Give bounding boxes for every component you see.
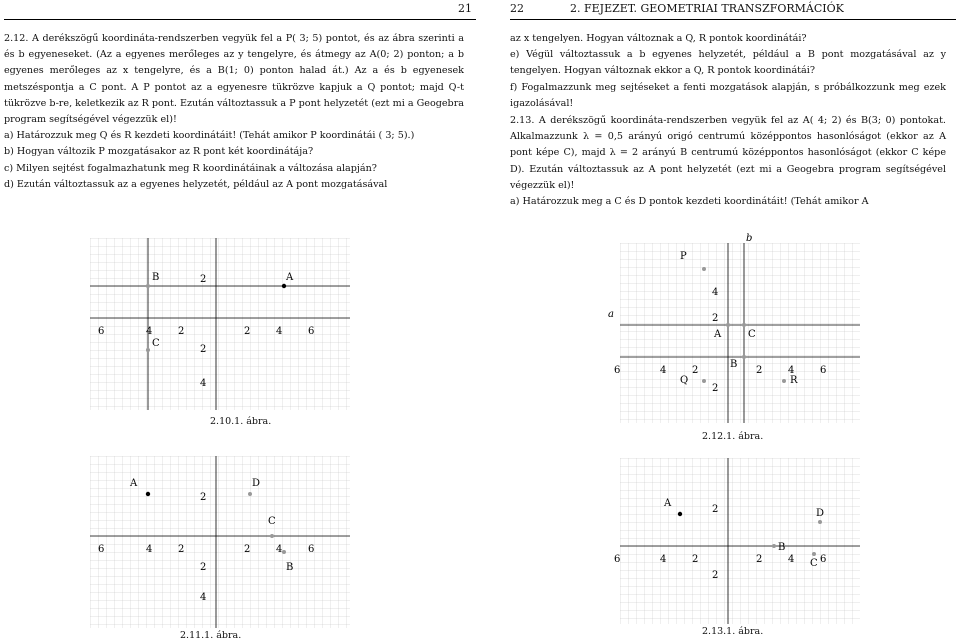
y-tick: 2 — [200, 344, 207, 355]
y-tick: 2 — [200, 492, 207, 503]
x-tick: 2 — [692, 365, 699, 376]
right-page — [480, 0, 960, 639]
point-a — [146, 492, 150, 496]
figure-2-10-1 — [90, 238, 350, 410]
point-c — [812, 552, 816, 556]
problem-2-12-part-a: a) Határozzuk meg Q és R kezdeti koordinátáit! (Tehát amikor P koordinátái ( 3; 5).) — [4, 130, 415, 142]
problem-2-13-part-a: a) Határozzuk meg a C és D pontok kezdeti koordinátáit! (Tehát amikor A — [510, 196, 869, 208]
point-d — [248, 492, 252, 496]
grid — [620, 458, 860, 624]
problem-2-12-part-c: c) Milyen sejtést fogalmazhatunk meg R koordinátáinak a változása alapján? — [4, 162, 377, 174]
point-a — [678, 512, 682, 516]
x-tick: 2 — [756, 554, 763, 565]
grid — [90, 456, 350, 628]
point-label-b: B — [152, 272, 160, 283]
point-label-a: A — [714, 329, 722, 340]
point-a — [726, 323, 730, 327]
y-tick: 2 — [200, 274, 207, 285]
point-label-c: C — [748, 329, 756, 340]
header-rule — [510, 19, 956, 20]
point-b — [282, 550, 286, 554]
point-label-c: C — [152, 338, 160, 349]
grid — [620, 243, 860, 423]
running-head: 2. FEJEZET. GEOMETRIAI TRANSZFORMÁCIÓK — [570, 2, 844, 15]
y-tick: 2 — [712, 383, 719, 394]
x-tick: 4 — [660, 365, 667, 376]
y-tick: 2 — [712, 313, 719, 324]
header-rule — [4, 19, 476, 20]
problem-2-12 — [4, 31, 464, 193]
x-tick: 2 — [178, 544, 185, 555]
page-number: 21 — [458, 2, 472, 15]
point-c — [270, 534, 274, 538]
point-label-a: A — [664, 498, 672, 509]
point-p — [702, 267, 706, 271]
point-b — [772, 544, 776, 548]
point-label-q: Q — [680, 375, 689, 386]
x-tick: 6 — [614, 554, 621, 565]
problem-2-13-statement: 2.13. A derékszögű koordináta-rendszerben vegyük fel az A( 4; 2) és B(3; 0) pontokat. Alkalmazzunk λ = 0,5 arányú origó centrumú középpontos hasonlóságot (ekkor az A pont képe C), majd λ = 2 arányú B centrumú középpontos hasonlóságot (ekkor C képe D). Ezután változtassuk az A pont helyzetét (ezt mi a Geogebra program segítségével végezzük el)! — [510, 115, 946, 191]
point-label-a: A — [286, 272, 294, 283]
x-tick: 6 — [820, 554, 827, 565]
figure-2-13-1 — [614, 458, 860, 624]
x-tick: 6 — [98, 544, 105, 555]
y-tick: 4 — [200, 378, 207, 389]
x-tick: 2 — [756, 365, 763, 376]
x-tick: 4 — [146, 544, 153, 555]
x-tick: 2 — [244, 544, 251, 555]
point-b — [742, 355, 746, 359]
caption-2-12-1: 2.12.1. ábra. — [702, 431, 764, 442]
point-label-c: C — [810, 558, 818, 569]
y-tick: 2 — [200, 562, 207, 573]
x-tick: 4 — [146, 326, 153, 337]
point-c — [146, 348, 150, 352]
grid — [90, 238, 350, 410]
point-label-p: P — [680, 251, 687, 262]
line-label-b: b — [746, 233, 753, 244]
line-label-a: a — [608, 309, 614, 320]
caption-2-10-1: 2.10.1. ábra. — [210, 416, 272, 427]
x-tick: 4 — [788, 365, 795, 376]
page-number: 22 — [510, 2, 524, 15]
caption-2-11-1: 2.11.1. ábra. — [180, 630, 242, 641]
x-tick: 4 — [660, 554, 667, 565]
problem-2-12-statement: 2.12. A derékszögű koordináta-rendszerben vegyük fel a P( 3; 5) pontot, és az ábra szerinti a és b egyeneseket. (Az a egyenes merőleges az y tengelyre, és átmegy az A(0; 2) ponton; a b egyenes merőleges az x tengelyre, és a B(1; 0) ponton halad át.) Az a és b egyenesek metszéspontja a C pont. A P pontot az a egyenesre tükrözve kapjuk a Q pontot; majd Q-t tükrözve b-re, keletkezik az R pont. Ezután változtassuk a P pont helyzetét (ezt mi a Geogebra program segítségével végezzük el)! — [4, 33, 464, 126]
x-tick: 4 — [788, 554, 795, 565]
problem-2-12-part-b: b) Hogyan változik P mozgatásakor az R pont két koordinátája? — [4, 146, 314, 158]
point-a — [282, 284, 286, 288]
point-b — [146, 284, 150, 288]
point-label-c: C — [268, 516, 276, 527]
problem-2-12-part-d: d) Ezután változtassuk az a egyenes helyzetét, például az A pont mozgatásával — [4, 178, 388, 190]
x-tick: 2 — [244, 326, 251, 337]
figure-2-11-1 — [90, 456, 350, 628]
x-tick: 6 — [614, 365, 621, 376]
problem-2-12-part-f: f) Fogalmazzunk meg sejtéseket a fenti mozgatások alapján, s próbálkozzunk meg ezek igazolásával! — [510, 81, 946, 109]
caption-2-13-1: 2.13.1. ábra. — [702, 626, 764, 637]
continuation-2-12 — [510, 31, 946, 112]
y-tick: 4 — [200, 592, 207, 603]
point-label-d: D — [816, 508, 825, 519]
point-q — [702, 379, 706, 383]
point-label-r: R — [790, 375, 798, 386]
y-tick: 4 — [712, 287, 719, 298]
x-tick: 6 — [308, 326, 315, 337]
continuation-text: az x tengelyen. Hogyan változnak a Q, R pontok koordinátái? — [510, 33, 807, 44]
y-tick: 2 — [712, 570, 719, 581]
point-c — [742, 323, 746, 327]
point-label-a: A — [130, 478, 138, 489]
x-tick: 6 — [820, 365, 827, 376]
x-tick: 4 — [276, 326, 283, 337]
problem-2-13 — [510, 113, 946, 210]
x-tick: 2 — [692, 554, 699, 565]
point-label-b: B — [730, 359, 738, 370]
problem-2-12-part-e: e) Végül változtassuk a b egyenes helyzetét, például a B pont mozgatásával az y tengelyen. Hogyan változnak ekkor a Q, R pontok koordinátái? — [510, 49, 946, 77]
point-label-d: D — [252, 478, 261, 489]
point-r — [782, 379, 786, 383]
x-tick: 6 — [308, 544, 315, 555]
point-label-b: B — [778, 542, 786, 553]
x-tick: 6 — [98, 326, 105, 337]
y-tick: 2 — [712, 504, 719, 515]
point-d — [818, 520, 822, 524]
point-label-b: B — [286, 562, 294, 573]
x-tick: 2 — [178, 326, 185, 337]
x-tick: 4 — [276, 544, 283, 555]
figure-2-12-1 — [608, 233, 860, 423]
left-page — [0, 0, 480, 639]
